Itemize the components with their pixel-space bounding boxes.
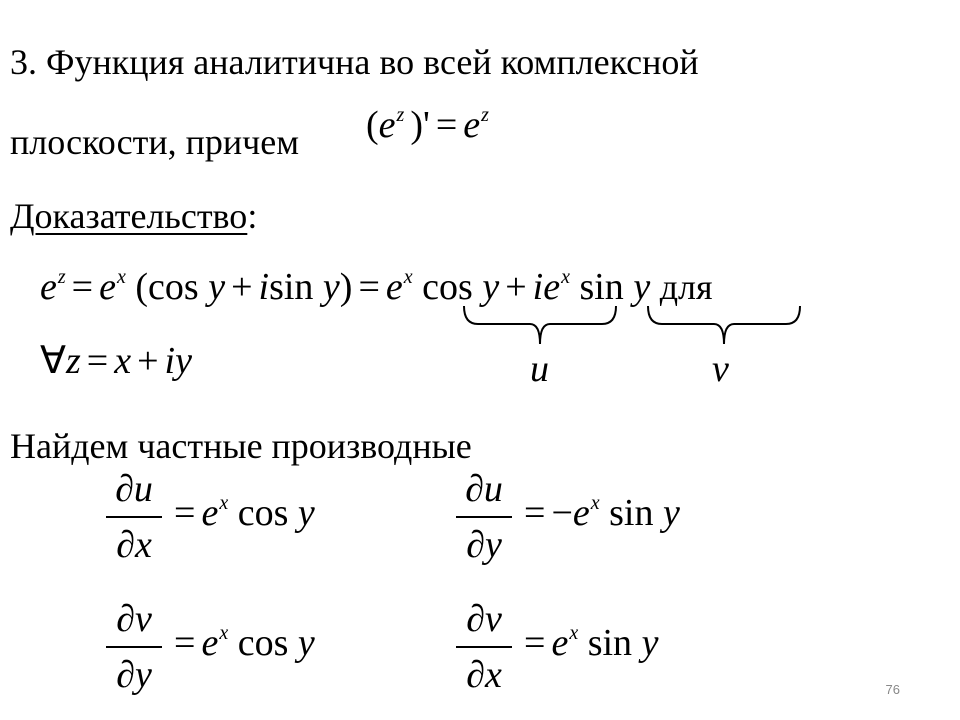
rhs-du-dx: = $e^x$ cos y	[174, 492, 315, 534]
proof-heading: Доказательство:	[10, 196, 258, 236]
euler-expansion-equation: $e^z = e^x$ (cos y + isin $y) = e^x$ $\cos y + ie^x$ sin y для	[40, 266, 713, 308]
forall-z-definition: ∀z = x + iy	[40, 340, 192, 382]
underbrace-v	[646, 304, 802, 348]
derivative-formula: ($e^z$ )' = $e^z$	[366, 104, 489, 146]
partials-heading: Найдем частные производные	[10, 426, 472, 466]
underbrace-u	[462, 304, 618, 348]
fraction-du-dx: ∂u ∂x	[106, 470, 162, 564]
rhs-du-dy: = $-e^x$ sin y	[524, 492, 680, 534]
statement-line-2: плоскости, причем	[10, 122, 300, 162]
rhs-dv-dy: = $e^x$ cos y	[174, 622, 315, 664]
fraction-dv-dy: ∂v ∂y	[106, 600, 162, 694]
label-v: v	[712, 348, 729, 390]
rhs-dv-dx: = $e^x$ sin y	[524, 622, 659, 664]
statement-line-1: 3. Функция аналитична во всей комплексной	[10, 42, 699, 82]
page-number: 76	[885, 682, 900, 697]
fraction-dv-dx: ∂v ∂x	[456, 600, 512, 694]
label-u: u	[530, 348, 549, 390]
fraction-du-dy: ∂u ∂y	[456, 470, 512, 564]
